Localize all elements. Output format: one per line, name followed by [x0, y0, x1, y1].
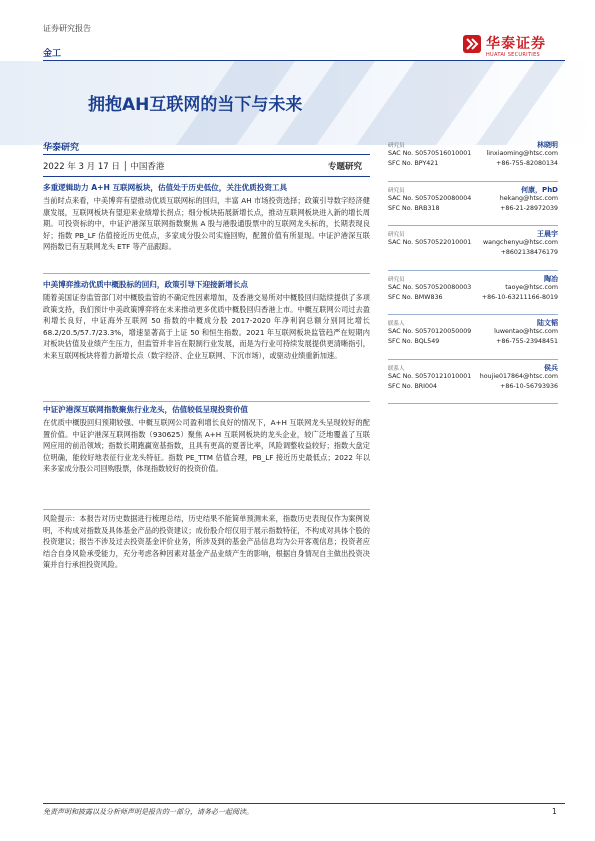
analyst-email[interactable]: taoye@htsc.com — [505, 283, 558, 291]
analyst-name: 何康，PhD — [521, 185, 558, 194]
analyst-card — [388, 183, 558, 227]
analyst-role: 联系人 — [388, 321, 405, 327]
analyst-sac: SAC No. S0570121010001 — [388, 372, 472, 380]
logo-text-en: HUATAI SECURITIES — [486, 52, 540, 58]
analyst-email[interactable]: luwentao@htsc.com — [494, 328, 558, 335]
report-date: 2022 年 3 月 17 日 │ 中国香港 — [43, 162, 165, 172]
analyst-email[interactable]: hekang@htsc.com — [499, 194, 558, 202]
section-heading: 多重逻辑助力 A+H 互联网板块，估值处于历史低位，关注优质投资工具 — [43, 183, 288, 192]
analyst-role: 研究员 — [388, 143, 405, 149]
analyst-phone: +86-755-23948451 — [496, 338, 558, 345]
analyst-name: 王晨宇 — [537, 230, 558, 238]
analyst-phone: +86-10-63211166-8019 — [481, 293, 558, 301]
analyst-phone: +86-755-82080134 — [496, 160, 558, 167]
section-2 — [43, 279, 370, 362]
research-label: 华泰研究 — [43, 143, 80, 153]
report-type-label: 证券研究报告 — [43, 24, 91, 33]
page-number: 1 — [552, 807, 557, 816]
date-divider — [43, 176, 370, 177]
analyst-sac: SAC No. S0570522010001 — [388, 239, 472, 246]
analyst-name: 侯兵 — [544, 363, 558, 372]
analyst-sac: SAC No. S0570516010001 — [388, 150, 472, 157]
analyst-sfc: SFC No. BQL549 — [388, 338, 440, 345]
subhead-divider — [43, 154, 370, 155]
analyst-name: 林晓明 — [537, 141, 558, 149]
footer-divider — [43, 803, 565, 804]
analyst-email[interactable]: houjie017864@htsc.com — [479, 372, 558, 380]
section-body: 在优质中概股回归预期较强、中概互联网公司盈利增长良好的情况下，A+H 互联网龙头呈现较好的配置价值。中证沪港深互联网指数（930625）聚焦 A+H 互联网板块的龙头企业，较广泛地覆盖了互联网应用的前沿领域；指数长期跑赢宽基指数，且具有更高的夏普比率，风险调整收益较好；指数大盘定位明确，能较好地表征行业龙头特征。指数 PE_TTM 估值合理，PB_LF 接近历史最低点；2022 年以来多家成分股公司回购股票，体现指数较好的投资价值。 — [43, 418, 370, 474]
analyst-phone: +86-21-28972039 — [500, 204, 558, 212]
section-heading: 中美博弈推动优质中概股标的回归，政策引导下迎接新增长点 — [43, 280, 249, 289]
analyst-role: 研究员 — [388, 276, 405, 283]
analyst-phone: +8602138476179 — [500, 249, 558, 256]
analyst-card — [388, 227, 558, 271]
analyst-sac: SAC No. S0570520080003 — [388, 283, 472, 291]
analyst-name: 陶冶 — [544, 274, 558, 283]
section-divider — [43, 509, 370, 510]
analyst-list — [388, 138, 558, 405]
document-type: 专题研究 — [328, 162, 363, 172]
analyst-email[interactable]: linxiaoming@htsc.com — [486, 150, 558, 157]
analyst-phone: +86-10-56793936 — [500, 382, 558, 390]
section-1 — [43, 182, 370, 253]
company-logo — [462, 34, 566, 58]
section-body: 随着美国证券监管部门对中概股监管的不确定性因素增加，及香港交易所对中概股回归陆续提供了多项政策支持，我们预计中美政策博弈将在未来推动更多优质中概股回归香港上市。中概互联网公司过去盈利增长良好，中证海外互联网 50 指数的中概成分股 2017-2020 年净利润总额分别同比增长 68.2/20.5/57.7/23.3%，增速显著高于上证 50 和恒生指数。2021 年互联网板块监管趋严在短期内对板块估值及业绩产生压力，但监管并非旨在限制行业发展，而是为行业可持续发展提供更清晰指引，未来互联网板块将着力新增长点（数字经济、企业互联网、下沉市场），或驱动业绩重新加速。 — [43, 293, 370, 360]
section-divider — [43, 401, 370, 402]
analyst-card — [388, 138, 558, 182]
section-divider — [43, 273, 370, 274]
analyst-sac: SAC No. S0570120050009 — [388, 328, 472, 335]
report-title: 拥抱AH互联网的当下与未来 — [88, 95, 303, 115]
category-label: 金工 — [43, 49, 62, 59]
analyst-sac: SAC No. S0570520080004 — [388, 194, 472, 202]
analyst-name: 陆文韬 — [537, 319, 558, 327]
section-heading: 中证沪港深互联网指数聚焦行业龙头，估值较低呈现投资价值 — [43, 405, 249, 414]
analyst-role: 联系人 — [388, 365, 405, 372]
analyst-email[interactable]: wangchenyu@htsc.com — [483, 239, 558, 246]
footer-disclaimer: 免责声明和披露以及分析师声明是报告的一部分，请务必一起阅读。 — [43, 808, 253, 816]
risk-disclosure: 风险提示：本报告对历史数据进行梳理总结，历史结果不能简单预测未来，指数历史表现仅作为案例说明，不构成对指数及具体基金产品的投资建议；成份股介绍仅用于展示指数特征，不构成对具体个股的投资建议；报告不涉及过去投资基金评价业务，所涉及到的基金产品信息均为公开客观信息；投资者应结合自身风险承受能力，充分考虑各种因素对基金产品业绩产生的影响，根据自身情况自主做出投资决策并自行承担投资风险。 — [43, 514, 370, 570]
logo-text-cn: 华泰证券 — [486, 36, 546, 52]
huatai-logo-icon — [462, 34, 482, 54]
section-3 — [43, 404, 370, 475]
analyst-sfc: SFC No. BRI004 — [388, 382, 438, 390]
analyst-role: 研究员 — [388, 232, 405, 238]
analyst-sfc: SFC No. BMW836 — [388, 293, 443, 301]
analyst-card — [388, 272, 558, 316]
analyst-sfc: SFC No. BPY421 — [388, 160, 439, 167]
section-body: 当前时点来看，中美博弈有望推动优质互联网标的回归，丰富 AH 市场投资选择；政策引导数字经济健康发展，互联网板块有望迎来业绩增长拐点；细分板块拓展新增长点，推动互联网板块进入新的增长周期。可投资标的中，中证沪港深互联网指数聚焦 A 股与港股通股票中的互联网龙头标的，长期表现良好；指数 PB_LF 估值接近历史低点，多家成分股公司实施回购，配置价值有所显现。中证沪港深互联网指数已有互联网龙头 ETF 等产品跟踪。 — [43, 196, 370, 252]
analyst-role: 研究员 — [388, 187, 405, 194]
analyst-card — [388, 361, 558, 405]
analyst-sfc: SFC No. BRB318 — [388, 204, 440, 212]
analyst-card — [388, 316, 558, 360]
